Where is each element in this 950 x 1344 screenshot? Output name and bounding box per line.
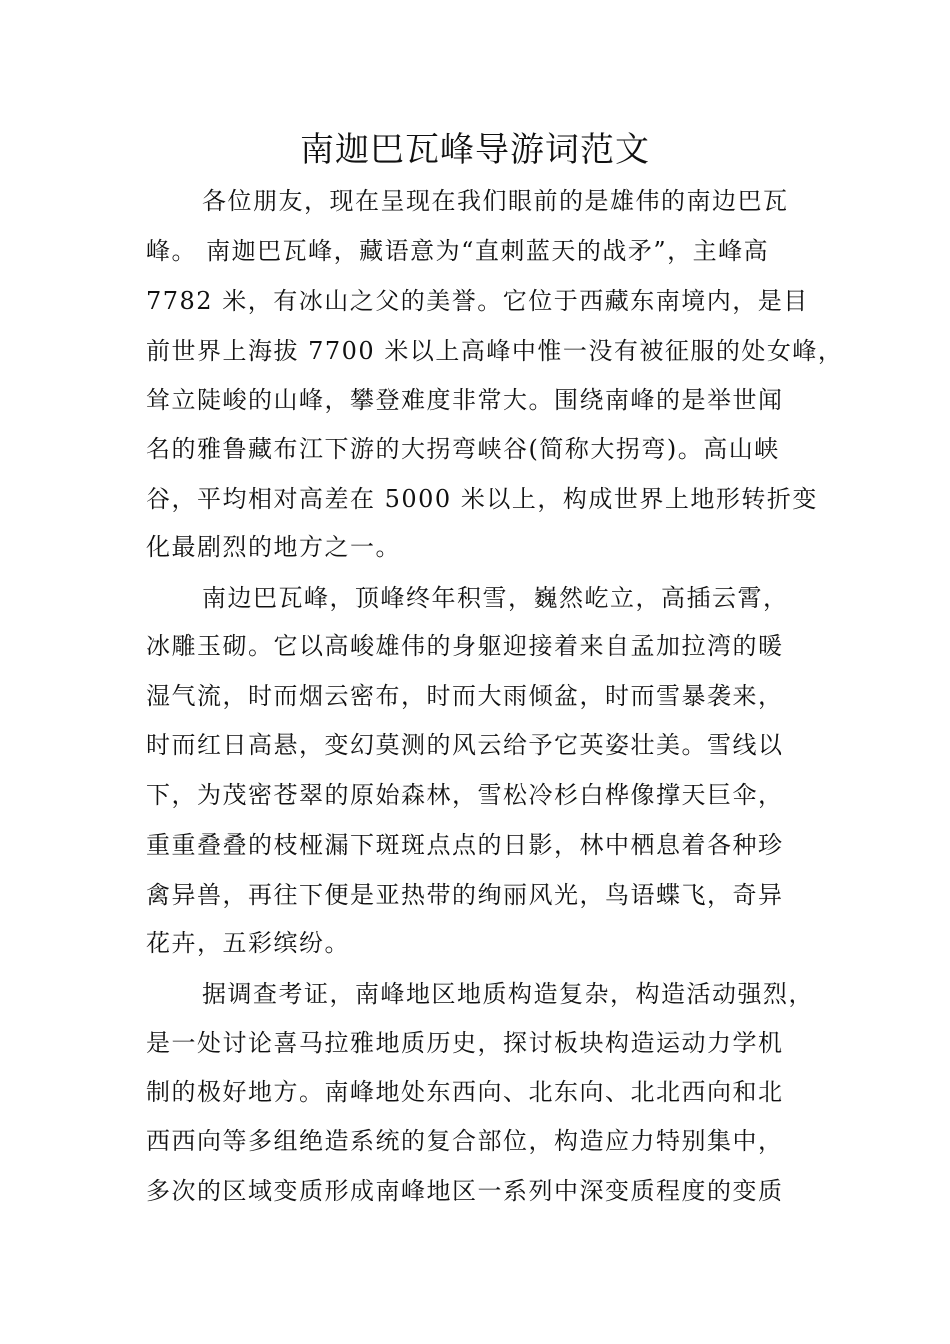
paragraph-3-line-5: 多次的区域变质形成南峰地区一系列中深变质程度的变质 bbox=[146, 1177, 784, 1205]
paragraph-3-line-1: 据调查考证，南峰地区地质构造复杂，构造活动强烈， bbox=[202, 980, 814, 1008]
document-title: 南迦巴瓦峰导游词范文 bbox=[300, 130, 650, 170]
paragraph-2-line-7: 禽异兽，再往下便是亚热带的绚丽风光，鸟语蝶飞，奇异 bbox=[146, 881, 784, 909]
paragraph-2-line-4: 时而红日高悬，变幻莫测的风云给予它英姿壮美。雪线以 bbox=[146, 731, 784, 759]
paragraph-3-line-2: 是一处讨论喜马拉雅地质历史，探讨板块构造运动力学机 bbox=[146, 1029, 784, 1057]
paragraph-1-line-1: 各位朋友，现在呈现在我们眼前的是雄伟的南边巴瓦 bbox=[202, 187, 789, 215]
paragraph-2-line-5: 下，为茂密苍翠的原始森林，雪松冷杉白桦像撑天巨伞， bbox=[146, 781, 784, 809]
paragraph-1-line-4: 前世界上海拔 7700 米以上高峰中惟一没有被征服的处女峰， bbox=[146, 337, 844, 365]
paragraph-3-line-4: 西西向等多组绝造系统的复合部位，构造应力特别集中， bbox=[146, 1127, 784, 1155]
paragraph-1-line-7: 谷，平均相对高差在 5000 米以上，构成世界上地形转折变 bbox=[146, 485, 818, 513]
paragraph-1-line-6: 名的雅鲁藏布江下游的大拐弯峡谷(简称大拐弯)。高山峡 bbox=[146, 435, 780, 463]
paragraph-2-line-1: 南边巴瓦峰，顶峰终年积雪，巍然屹立，高插云霄， bbox=[202, 584, 789, 612]
paragraph-3-line-3: 制的极好地方。南峰地处东西向、北东向、北北西向和北 bbox=[146, 1078, 784, 1106]
paragraph-2-line-2: 冰雕玉砌。它以高峻雄伟的身躯迎接着来自孟加拉湾的暖 bbox=[146, 632, 784, 660]
paragraph-1-line-2: 峰。 南迦巴瓦峰，藏语意为“直刺蓝天的战矛”，主峰高 bbox=[146, 237, 770, 265]
paragraph-1-line-3: 7782 米，有冰山之父的美誉。它位于西藏东南境内，是目 bbox=[146, 287, 809, 315]
paragraph-1-line-5: 耸立陡峻的山峰，攀登难度非常大。围绕南峰的是举世闻 bbox=[146, 386, 784, 414]
paragraph-2-line-6: 重重叠叠的枝桠漏下斑斑点点的日影，林中栖息着各种珍 bbox=[146, 831, 784, 859]
paragraph-2-line-8: 花卉，五彩缤纷。 bbox=[146, 929, 350, 957]
paragraph-2-line-3: 湿气流，时而烟云密布，时而大雨倾盆，时而雪暴袭来， bbox=[146, 682, 784, 710]
paragraph-1-line-8: 化最剧烈的地方之一。 bbox=[146, 533, 401, 561]
